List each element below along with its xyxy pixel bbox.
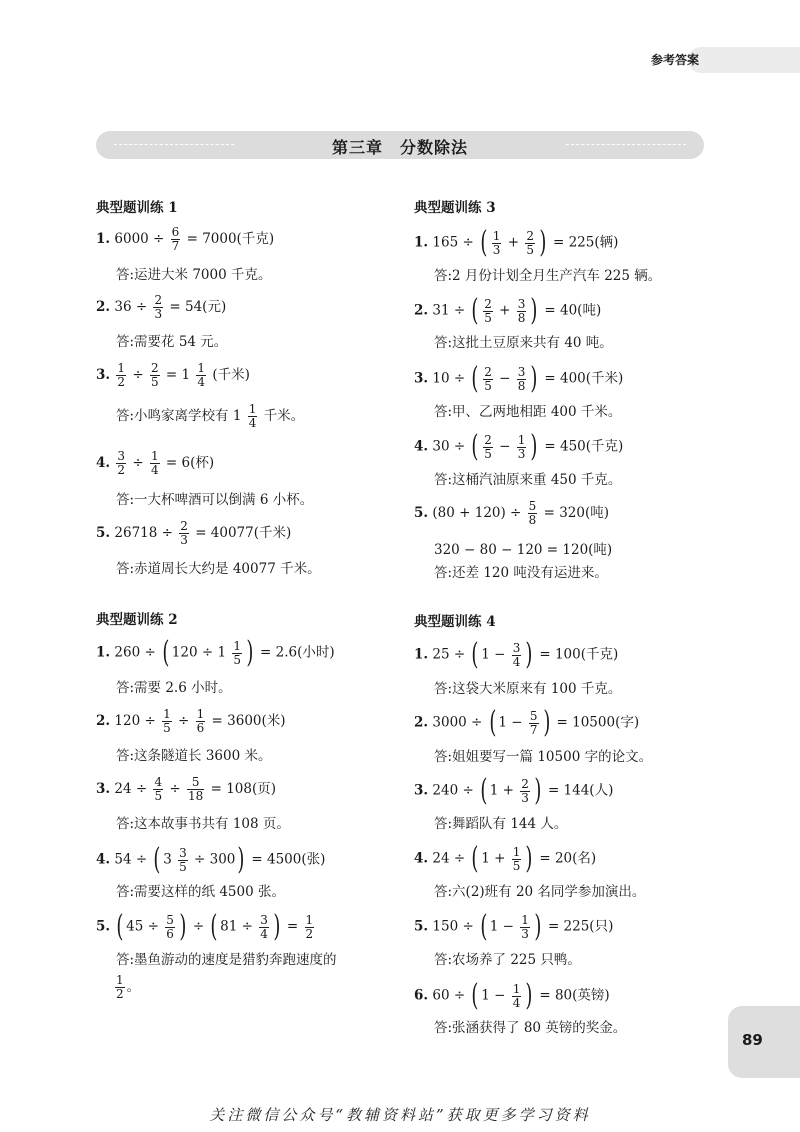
fraction: $\frac{2}{3}$: [521, 776, 529, 805]
s4-q4: 4. 24 ÷ ( 1 + $\frac{1}{5}$ ) = 20(名): [414, 841, 597, 876]
section-title-4: 典型题训练 4: [414, 614, 496, 630]
paren: (: [480, 909, 488, 944]
s2-q3-answer: 答:这本故事书共有 108 页。: [116, 816, 290, 832]
fraction: $\frac{1}{5}$: [163, 707, 171, 735]
paren: ): [246, 635, 254, 670]
paren: ): [525, 841, 533, 876]
fraction: $\frac{1}{5}$: [233, 638, 241, 667]
s4-q3-answer: 答:舞蹈队有 144 人。: [434, 816, 568, 832]
paren: (: [480, 225, 488, 260]
paren: ): [179, 909, 187, 944]
fraction: $\frac{3}{4}$: [260, 912, 268, 941]
paren: ): [542, 705, 550, 740]
paren: (: [471, 361, 479, 396]
fraction: $\frac{1}{6}$: [196, 707, 205, 735]
s4-q6: 6. 60 ÷ ( 1 − $\frac{1}{4}$ ) = 80(英镑): [414, 978, 610, 1013]
paren: ): [525, 637, 533, 672]
fraction: $\frac{1}{4}$: [150, 449, 159, 477]
paren: (: [471, 637, 479, 672]
section-title-3: 典型题训练 3: [414, 200, 496, 216]
s4-q2: 2. 3000 ÷ ( 1 − $\frac{5}{7}$ ) = 10500(字): [414, 705, 640, 740]
s1-q5-answer: 答:赤道周长大约是 40077 千米。: [116, 561, 321, 577]
s1-q2: 2. 36 ÷ $\frac{2}{3}$ = 54(元): [96, 293, 227, 321]
s1-q3: 3. $\frac{1}{2}$ ÷ $\frac{2}{5}$ = 1 $\frac{1}{4}$ (千米): [96, 361, 250, 389]
paren: ): [530, 361, 538, 396]
paren: ): [530, 293, 538, 328]
paren: (: [471, 978, 479, 1013]
s2-q3: 3. 24 ÷ $\frac{4}{5}$ ÷ $\frac{5}{18}$ = 108(页): [96, 775, 276, 803]
paren: ): [237, 842, 245, 877]
page-number: 89: [742, 1031, 763, 1049]
s4-q1: 1. 25 ÷ ( 1 − $\frac{3}{4}$ ) = 100(千克): [414, 637, 619, 672]
s1-q5: 5. 26718 ÷ $\frac{2}{3}$ = 40077(千米): [96, 519, 292, 547]
paren: ): [539, 225, 547, 260]
fraction: $\frac{1}{2}$: [116, 973, 124, 1001]
paren: (: [116, 909, 124, 944]
fraction: $\frac{1}{4}$: [512, 981, 521, 1010]
page-number-tab: [728, 1006, 800, 1078]
fraction: $\frac{1}{2}$: [305, 912, 314, 941]
paren: ): [525, 978, 533, 1013]
paren: (: [480, 773, 488, 808]
paren: ): [530, 429, 538, 464]
fraction: $\frac{2}{5}$: [150, 361, 159, 389]
s2-q1: 1. 260 ÷ ( 120 ÷ 1 $\frac{1}{5}$ ) = 2.6(小时): [96, 635, 335, 670]
fraction: $\frac{1}{4}$: [197, 361, 206, 389]
s1-q1-answer: 答:运进大米 7000 千克。: [116, 267, 272, 283]
s1-q2-answer: 答:需要花 54 元。: [116, 334, 228, 350]
s3-q3-answer: 答:甲、乙两地相距 400 千米。: [434, 404, 622, 420]
footer-note: 关注微信公众号“教辅资料站”获取更多学习资料: [209, 1106, 591, 1124]
fraction: $\frac{3}{2}$: [117, 449, 126, 477]
fraction: $\frac{1}{3}$: [521, 912, 529, 941]
s2-q5-answer-fraction: $\frac{1}{2}$ 。: [116, 973, 141, 1001]
q-number: 1.: [96, 231, 111, 247]
s3-q5-answer: 答:还差 120 吨没有运进来。: [434, 565, 608, 581]
s2-q5-answer: 答:墨鱼游动的速度是猎豹奔跑速度的: [116, 952, 337, 968]
paren: (: [471, 841, 479, 876]
s3-q5-line2: 320 − 80 − 120 = 120(吨): [434, 542, 613, 558]
s3-q5: 5. (80 + 120) ÷ $\frac{5}{8}$ = 320(吨): [414, 499, 610, 527]
s2-q2: 2. 120 ÷ $\frac{1}{5}$ ÷ $\frac{1}{6}$ = 3600(米): [96, 707, 286, 735]
paren: (: [162, 635, 170, 670]
fraction: $\frac{6}{7}$: [171, 225, 180, 253]
fraction: $\frac{3}{5}$: [179, 845, 187, 874]
s4-q3: 3. 240 ÷ ( 1 + $\frac{2}{3}$ ) = 144(人): [414, 773, 614, 808]
fraction: $\frac{5}{8}$: [528, 499, 537, 527]
fraction: $\frac{5}{7}$: [529, 708, 538, 737]
s2-q1-answer: 答:需要 2.6 小时。: [116, 680, 232, 696]
s2-q5: 5. ( 45 ÷ $\frac{5}{6}$ ) ÷ ( 81 ÷ $\frac{3}{4}$ ) = $\frac{1}{2}$: [96, 909, 314, 944]
paren: (: [471, 429, 479, 464]
paren: ): [273, 909, 281, 944]
s3-q4-answer: 答:这桶汽油原来重 450 千克。: [434, 472, 622, 488]
fraction: $\frac{1}{2}$: [117, 361, 126, 389]
s3-q1: 1. 165 ÷ ( $\frac{1}{3}$ + $\frac{2}{5}$ ) = 225(辆): [414, 225, 619, 260]
fraction: $\frac{2}{5}$: [484, 296, 492, 325]
fraction: $\frac{2}{5}$: [484, 432, 492, 461]
fraction: $\frac{1}{3}$: [492, 228, 501, 257]
result: = 7000(千克): [186, 231, 275, 247]
s3-q3: 3. 10 ÷ ( $\frac{2}{5}$ − $\frac{3}{8}$ ) = 400(千米): [414, 361, 624, 396]
s4-q2-answer: 答:姐姐要写一篇 10500 字的论文。: [434, 749, 653, 765]
fraction: $\frac{2}{5}$: [526, 228, 534, 257]
paren: (: [471, 293, 479, 328]
header-label: 参考答案: [651, 53, 700, 67]
s2-q4-answer: 答:需要这样的纸 4500 张。: [116, 884, 285, 900]
paren: ): [534, 773, 542, 808]
fraction: $\frac{1}{3}$: [517, 432, 526, 461]
chapter-banner: [96, 131, 704, 159]
fraction: $\frac{5}{6}$: [166, 912, 174, 941]
s3-q1-answer: 答:2 月份计划全月生产汽车 225 辆。: [434, 268, 662, 284]
section-title-1: 典型题训练 1: [96, 200, 178, 216]
fraction: $\frac{5}{18}$: [188, 775, 204, 803]
fraction: $\frac{4}{5}$: [154, 775, 163, 803]
s4-q5: 5. 150 ÷ ( 1 − $\frac{1}{3}$ ) = 225(只): [414, 909, 614, 944]
header-tab: [688, 47, 800, 73]
s4-q1-answer: 答:这袋大米原来有 100 千克。: [434, 681, 622, 697]
fraction: $\frac{3}{8}$: [517, 296, 526, 325]
s3-q4: 4. 30 ÷ ( $\frac{2}{5}$ − $\frac{1}{3}$ ) = 450(千克): [414, 429, 624, 464]
paren: (: [210, 909, 218, 944]
s4-q6-answer: 答:张涵获得了 80 英镑的奖金。: [434, 1020, 627, 1036]
s2-q4: 4. 54 ÷ ( 3 $\frac{3}{5}$ ÷ 300) = 4500(张): [96, 842, 326, 877]
chapter-title: 第三章 分数除法: [331, 138, 468, 157]
s3-q2: 2. 31 ÷ ( $\frac{2}{5}$ + $\frac{3}{8}$ ) = 40(吨): [414, 293, 602, 328]
s1-q4-answer: 答:一大杯啤酒可以倒满 6 小杯。: [116, 492, 314, 508]
fraction: $\frac{1}{5}$: [512, 844, 521, 873]
s1-q4: 4. $\frac{3}{2}$ ÷ $\frac{1}{4}$ = 6(杯): [96, 449, 215, 477]
paren: (: [153, 842, 161, 877]
paren: ): [534, 909, 542, 944]
section-title-2: 典型题训练 2: [96, 612, 178, 628]
s1-q3-answer: 答:小鸣家离学校有 1 $\frac{1}{4}$ 千米。: [116, 402, 305, 430]
paren: (: [489, 705, 497, 740]
s1-q1: [96, 226, 274, 253]
s4-q4-answer: 答:六(2)班有 20 名同学参加演出。: [434, 884, 646, 900]
expr: 6000 ÷: [114, 231, 165, 247]
fraction: $\frac{2}{3}$: [154, 293, 163, 321]
fraction: $\frac{2}{3}$: [180, 519, 188, 547]
fraction: $\frac{3}{4}$: [512, 640, 521, 669]
fraction: $\frac{1}{4}$: [248, 402, 257, 430]
s2-q2-answer: 答:这条隧道长 3600 米。: [116, 748, 272, 764]
s4-q5-answer: 答:农场养了 225 只鸭。: [434, 952, 581, 968]
fraction: $\frac{2}{5}$: [484, 364, 492, 393]
fraction: $\frac{3}{8}$: [517, 364, 526, 393]
s3-q2-answer: 答:这批土豆原来共有 40 吨。: [434, 335, 613, 351]
